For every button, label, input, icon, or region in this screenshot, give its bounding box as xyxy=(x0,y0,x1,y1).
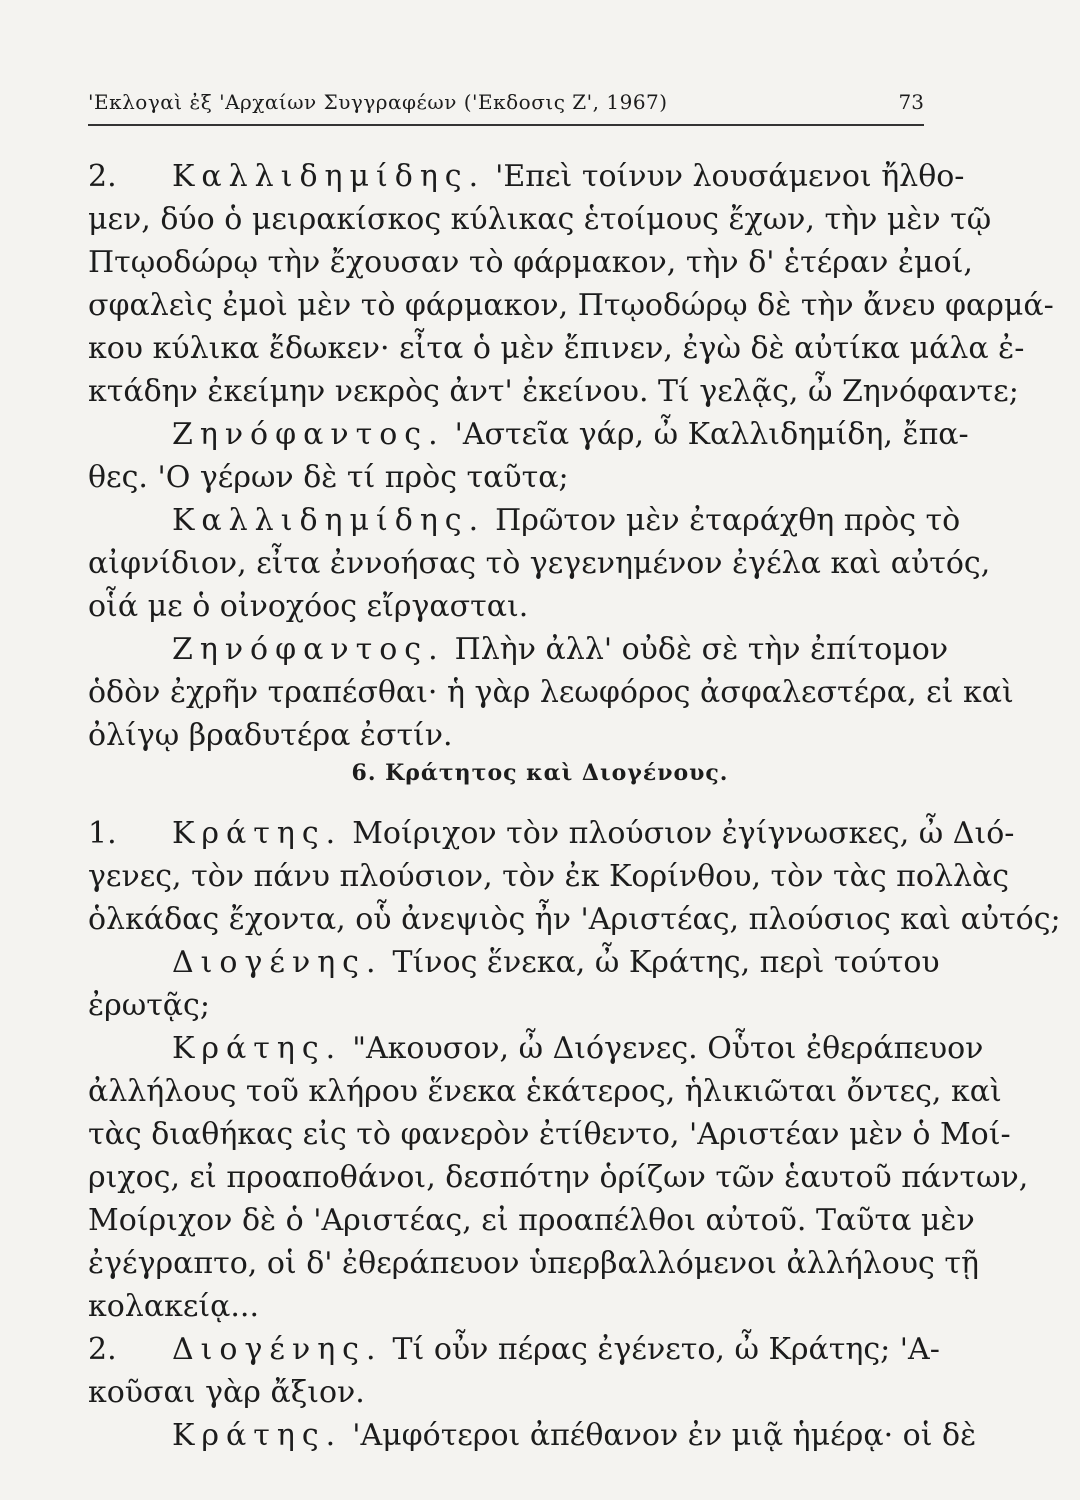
line-text: ὁδὸν ἐχρῆν τραπέσθαι· ἡ γὰρ λεωφόρος ἀσφαλεστέρα, εἰ καὶ xyxy=(88,675,1014,710)
line-text: Τίνος ἕνεκα, ὦ Κράτης, περὶ τούτου xyxy=(392,945,940,980)
line-text: θες. 'Ο γέρων δὲ τί πρὸς ταῦτα; xyxy=(88,460,569,495)
line-text: γενες, τὸν πάνυ πλούσιον, τὸν ἐκ Κορίνθου, τὸν τὰς πολλὰς xyxy=(88,859,1010,894)
text-line xyxy=(88,587,528,627)
line-text: αἰφνίδιον, εἶτα ἐννοήσας τὸ γεγενημένον ἐγέλα καὶ αὐτός, xyxy=(88,546,991,581)
speaker-name: Καλλιδημίδης. xyxy=(172,503,486,538)
text-line xyxy=(172,501,961,541)
text-line xyxy=(88,157,965,197)
paragraph-number: 1. xyxy=(88,816,117,851)
text-line xyxy=(88,1287,259,1327)
text-line xyxy=(172,415,969,455)
speaker-name: Κράτης. xyxy=(172,1418,343,1453)
line-text: ριχος, εἰ προαποθάνοι, δεσπότην ὁρίζων τῶν ἑαυτοῦ πάντων, xyxy=(88,1160,1029,1195)
line-text: μεν, δύο ὁ μειρακίσκος κύλικας ἑτοίμους ἔχων, τὴν μὲν τῷ xyxy=(88,202,992,237)
text-line xyxy=(88,673,1014,713)
line-text: 'Αμφότεροι ἀπέθανον ἐν μιᾷ ἡμέρᾳ· οἱ δὲ xyxy=(352,1418,977,1453)
speaker-name: Ζηνόφαντος. xyxy=(172,632,445,667)
speaker-name: Διογένης. xyxy=(172,1332,383,1367)
line-text: ὀλίγῳ βραδυτέρα ἐστίν. xyxy=(88,718,453,753)
text-line xyxy=(88,200,992,240)
line-text: Μοίριχον δὲ ὁ 'Αριστέας, εἰ προαπέλθοι αὐτοῦ. Ταῦτα μὲν xyxy=(88,1203,975,1238)
text-line xyxy=(172,630,949,670)
text-line xyxy=(88,1115,1011,1155)
line-text: Μοίριχον τὸν πλούσιον ἐγίγνωσκες, ὦ Διό- xyxy=(352,816,1015,851)
line-text: 'Επεὶ τοίνυν λουσάμενοι ἤλθο- xyxy=(495,159,965,194)
line-text: τὰς διαθήκας εἰς τὸ φανερὸν ἐτίθεντο, 'Αριστέαν μὲν ὁ Μοί- xyxy=(88,1117,1011,1152)
text-line xyxy=(88,900,1061,940)
text-line xyxy=(88,1244,979,1284)
paragraph-number: 2. xyxy=(88,159,117,194)
speaker-name: Καλλιδημίδης. xyxy=(172,159,486,194)
text-line xyxy=(88,814,1015,854)
line-text: Πλὴν ἀλλ' οὐδὲ σὲ τὴν ἐπίτομον xyxy=(454,632,949,667)
line-text: ὁλκάδας ἔχοντα, οὗ ἀνεψιὸς ἦν 'Αριστέας, πλούσιος καὶ αὐτός; xyxy=(88,902,1061,937)
line-text: κτάδην ἐκείμην νεκρὸς ἀντ' ἐκείνου. Τί γελᾷς, ὦ Ζηνόφαντε; xyxy=(88,374,1019,409)
speaker-name: Ζηνόφαντος. xyxy=(172,417,445,452)
section-heading: 6. Κράτητος καὶ Διογένους. xyxy=(351,760,729,786)
running-header xyxy=(88,88,924,126)
line-text: οἷά με ὁ οἰνοχόος εἴργασται. xyxy=(88,589,529,624)
text-line xyxy=(88,716,453,756)
text-line xyxy=(88,1330,940,1370)
speaker-name: Κράτης. xyxy=(172,1031,343,1066)
text-line xyxy=(88,286,1054,326)
text-line xyxy=(88,329,1025,369)
paragraph-number: 2. xyxy=(88,1332,117,1367)
line-text: Πρῶτον μὲν ἐταράχθη πρὸς τὸ xyxy=(495,503,961,538)
text-line xyxy=(88,458,569,498)
text-line xyxy=(88,857,1010,897)
text-line xyxy=(88,1201,975,1241)
speaker-name: Κράτης. xyxy=(172,816,343,851)
text-line xyxy=(88,986,210,1026)
line-text: κολακείᾳ... xyxy=(88,1289,260,1324)
line-text: ἐρωτᾷς; xyxy=(88,988,210,1023)
line-text: ἀλλήλους τοῦ κλήρου ἕνεκα ἑκάτερος, ἡλικιῶται ὄντες, καὶ xyxy=(88,1074,1002,1109)
speaker-name: Διογένης. xyxy=(172,945,383,980)
text-line xyxy=(88,1072,1002,1112)
text-line xyxy=(88,1373,365,1413)
text-line xyxy=(88,1158,1029,1198)
line-text: κοῦσαι γὰρ ἄξιον. xyxy=(88,1375,365,1410)
text-line xyxy=(88,372,1019,412)
text-line xyxy=(172,943,940,983)
text-line xyxy=(172,1416,977,1456)
line-text: "Ακουσον, ὦ Διόγενες. Οὗτοι ἐθεράπευον xyxy=(352,1031,984,1066)
header-title: 'Εκλογαὶ ἐξ 'Αρχαίων Συγγραφέων ('Εκδοσις Ζ', 1967) xyxy=(88,90,668,114)
text-line xyxy=(172,1029,984,1069)
line-text: σφαλεὶς ἐμοὶ μὲν τὸ φάρμακον, Πτῳοδώρῳ δὲ τὴν ἄνευ φαρμά- xyxy=(88,288,1054,323)
line-text: κου κύλικα ἔδωκεν· εἶτα ὁ μὲν ἔπινεν, ἐγὼ δὲ αὐτίκα μάλα ἐ- xyxy=(88,331,1025,366)
page-number: 73 xyxy=(898,90,924,114)
line-text: 'Αστεῖα γάρ, ὦ Καλλιδημίδη, ἔπα- xyxy=(454,417,969,452)
line-text: Πτῳοδώρῳ τὴν ἔχουσαν τὸ φάρμακον, τὴν δ' ἑτέραν ἐμοί, xyxy=(88,245,973,280)
text-line xyxy=(88,544,991,584)
text-line xyxy=(88,243,973,283)
line-text: Τί οὖν πέρας ἐγένετο, ὦ Κράτης; 'Α- xyxy=(392,1332,940,1367)
line-text: ἐγέγραπτο, οἱ δ' ἐθεράπευον ὑπερβαλλόμενοι ἀλλήλους τῇ xyxy=(88,1246,979,1281)
